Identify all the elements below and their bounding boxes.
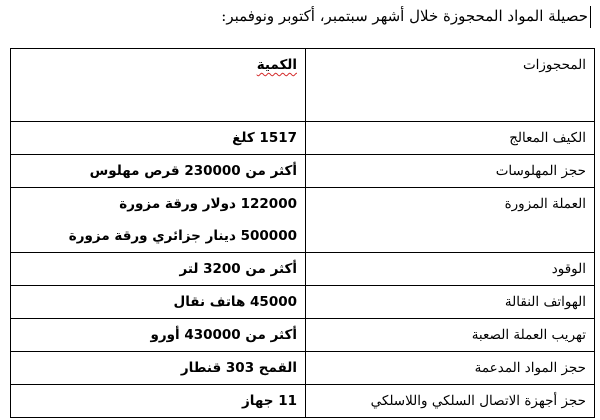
quantity-cell: 1517 كلغ: [11, 122, 306, 155]
table-header-row: [11, 49, 595, 122]
item-cell: العملة المزورة: [306, 188, 595, 253]
quantity-line: 122000 دولار ورقة مزورة: [119, 196, 297, 212]
item-cell: الهواتف النقالة: [306, 286, 595, 319]
table-row: [11, 253, 595, 286]
seizures-table: [10, 48, 595, 418]
table-row: [11, 385, 595, 418]
item-cell: حجز أجهزة الاتصال السلكي واللاسلكي: [306, 385, 595, 418]
table-row: [11, 155, 595, 188]
quantity-cell: [11, 188, 306, 253]
table-row: [11, 352, 595, 385]
table-row: [11, 319, 595, 352]
text-cursor: [590, 6, 591, 28]
header-item: المحجوزات: [306, 49, 595, 122]
quantity-cell: القمح 303 قنطار: [11, 352, 306, 385]
quantity-cell: أكثر من 430000 أورو: [11, 319, 306, 352]
item-cell: حجز المواد المدعمة: [306, 352, 595, 385]
quantity-cell: 11 جهاز: [11, 385, 306, 418]
quantity-cell: 45000 هاتف نقال: [11, 286, 306, 319]
page-title: حصيلة المواد المحجوزة خلال أشهر سبتمبر، أكتوبر ونوفمبر:: [221, 7, 588, 25]
item-cell: الكيف المعالج: [306, 122, 595, 155]
table-row: [11, 286, 595, 319]
item-cell: الوقود: [306, 253, 595, 286]
item-cell: تهريب العملة الصعبة: [306, 319, 595, 352]
header-quantity: الكمية: [11, 49, 306, 122]
quantity-line: 500000 دينار جزائري ورقة مزورة: [68, 228, 297, 244]
quantity-cell: أكثر من 230000 قرص مهلوس: [11, 155, 306, 188]
quantity-cell: أكثر من 3200 لتر: [11, 253, 306, 286]
table-row: [11, 188, 595, 253]
table-row: [11, 122, 595, 155]
item-cell: حجز المهلوسات: [306, 155, 595, 188]
